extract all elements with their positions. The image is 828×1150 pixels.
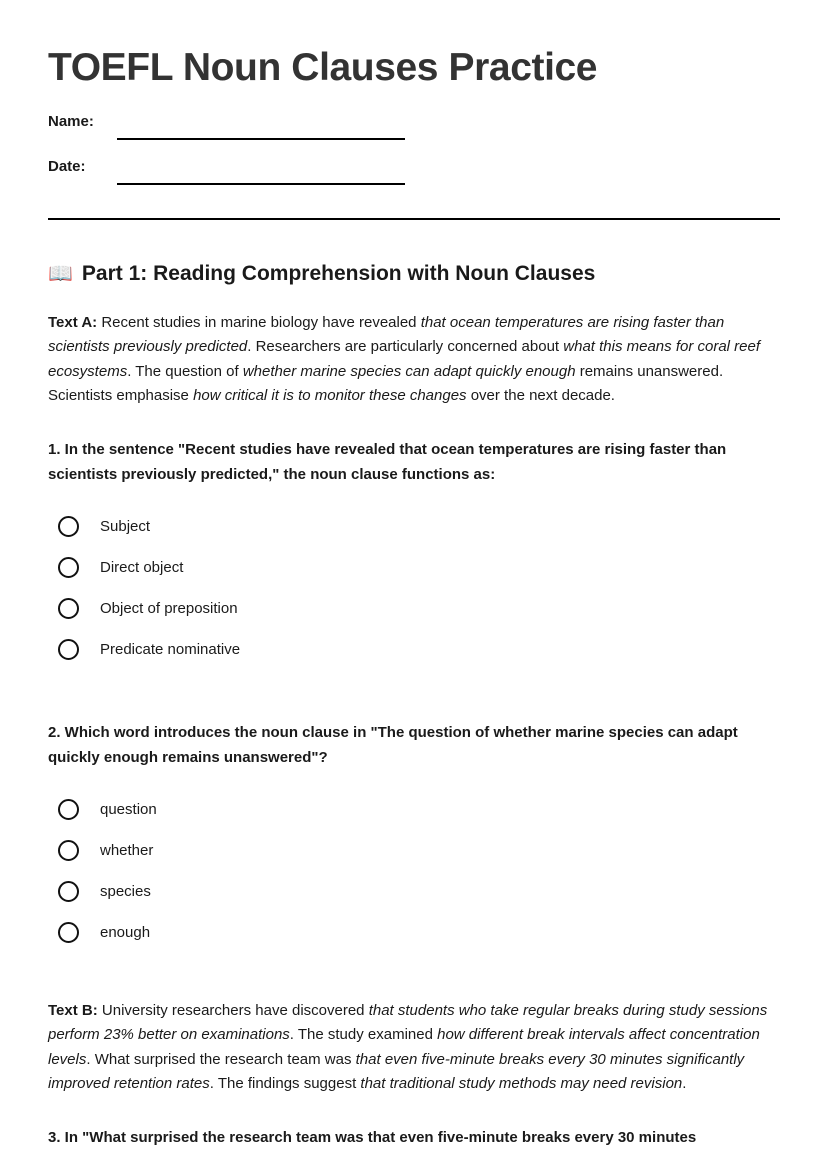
option-label: question bbox=[100, 800, 157, 818]
passage-text: over the next decade. bbox=[466, 387, 615, 405]
passage-text: . The findings suggest bbox=[209, 1075, 361, 1093]
open-book-icon: 📖 bbox=[48, 262, 73, 285]
question-1-options bbox=[48, 488, 780, 670]
page-title: TOEFL Noun Clauses Practice bbox=[48, 46, 598, 89]
passage-text: . The study examined bbox=[289, 1026, 438, 1044]
noun-clause-italic: that students who take regular breaks during study sessions perform 23% better on examinations bbox=[48, 1001, 768, 1044]
date-field-row bbox=[48, 158, 780, 188]
passage-text-b bbox=[48, 975, 780, 1097]
option-label: Predicate nominative bbox=[100, 640, 241, 658]
question-2-text: 2. Which word introduces the noun clause in "The question of whether marine species can adapt quickly enough remains unanswered"? bbox=[48, 723, 738, 767]
option-row[interactable] bbox=[58, 830, 780, 871]
section-spacer bbox=[48, 953, 780, 975]
name-field-input-line[interactable] bbox=[117, 138, 405, 140]
option-label: Subject bbox=[100, 517, 151, 535]
passage-text: remains unanswered. Scientists emphasise bbox=[48, 362, 724, 405]
noun-clause-italic: how different break intervals affect concentration levels bbox=[48, 1026, 760, 1068]
option-row[interactable] bbox=[58, 547, 780, 588]
option-row[interactable] bbox=[58, 912, 780, 953]
noun-clause-italic: how critical it is to monitor these changes bbox=[193, 387, 467, 405]
noun-clause-italic: that ocean temperatures are rising faster than scientists previously predicted bbox=[48, 313, 725, 356]
passage-text-a bbox=[48, 287, 780, 409]
radio-button-icon[interactable] bbox=[58, 516, 79, 537]
radio-button-icon[interactable] bbox=[58, 881, 79, 902]
passage-text: University researchers have discovered bbox=[97, 1001, 369, 1019]
date-field-label: Date: bbox=[48, 157, 86, 175]
radio-button-icon[interactable] bbox=[58, 639, 79, 660]
option-label: Direct object bbox=[100, 558, 184, 576]
passage-text: Recent studies in marine biology have revealed bbox=[97, 313, 421, 331]
option-row[interactable] bbox=[58, 588, 780, 629]
passage-text: . bbox=[682, 1075, 687, 1093]
question-1-text: 1. In the sentence "Recent studies have revealed that ocean temperatures are rising faster than scientists previously predicted," the noun clause functions as: bbox=[48, 440, 727, 484]
noun-clause-italic: that traditional study methods may need revision bbox=[360, 1075, 683, 1093]
radio-button-icon[interactable] bbox=[58, 557, 79, 578]
date-field-input-line[interactable] bbox=[117, 183, 405, 185]
question-2-options bbox=[48, 771, 780, 953]
option-row[interactable] bbox=[58, 871, 780, 912]
passage-b-body bbox=[48, 1002, 767, 1093]
name-field-row bbox=[48, 113, 780, 143]
option-label: Object of preposition bbox=[100, 599, 238, 617]
section-heading-label: Part 1: Reading Comprehension with Noun Clauses bbox=[81, 261, 596, 285]
option-row[interactable] bbox=[58, 506, 780, 547]
section-heading-part-1 bbox=[48, 228, 780, 287]
option-row[interactable] bbox=[58, 789, 780, 830]
option-label: species bbox=[100, 882, 151, 900]
option-label: enough bbox=[100, 923, 151, 941]
passage-text: . The question of bbox=[127, 362, 243, 380]
passage-b-lead: Text B: bbox=[48, 1001, 98, 1019]
radio-button-icon[interactable] bbox=[58, 922, 79, 943]
question-3-text: 3. In "What surprised the research team was that even five-minute breaks every 30 minutes bbox=[48, 1128, 697, 1146]
noun-clause-italic: that even five-minute breaks every 30 minutes significantly improved retention rates bbox=[48, 1050, 745, 1093]
passage-a-body bbox=[48, 314, 760, 405]
option-row[interactable] bbox=[58, 629, 780, 670]
name-field-label: Name: bbox=[48, 112, 94, 130]
passage-text: . What surprised the research team was bbox=[86, 1050, 356, 1068]
option-label: whether bbox=[100, 841, 154, 859]
passage-text: . Researchers are particularly concerned about bbox=[247, 338, 564, 356]
student-info-fields bbox=[48, 113, 780, 188]
passage-a-lead: Text A: bbox=[48, 313, 98, 331]
radio-button-icon[interactable] bbox=[58, 840, 79, 861]
header-divider bbox=[48, 218, 780, 220]
noun-clause-italic: what this means for coral reef ecosystems bbox=[48, 338, 761, 380]
radio-button-icon[interactable] bbox=[58, 598, 79, 619]
radio-button-icon[interactable] bbox=[58, 799, 79, 820]
section-spacer bbox=[48, 670, 780, 692]
noun-clause-italic: whether marine species can adapt quickly enough bbox=[242, 362, 576, 380]
